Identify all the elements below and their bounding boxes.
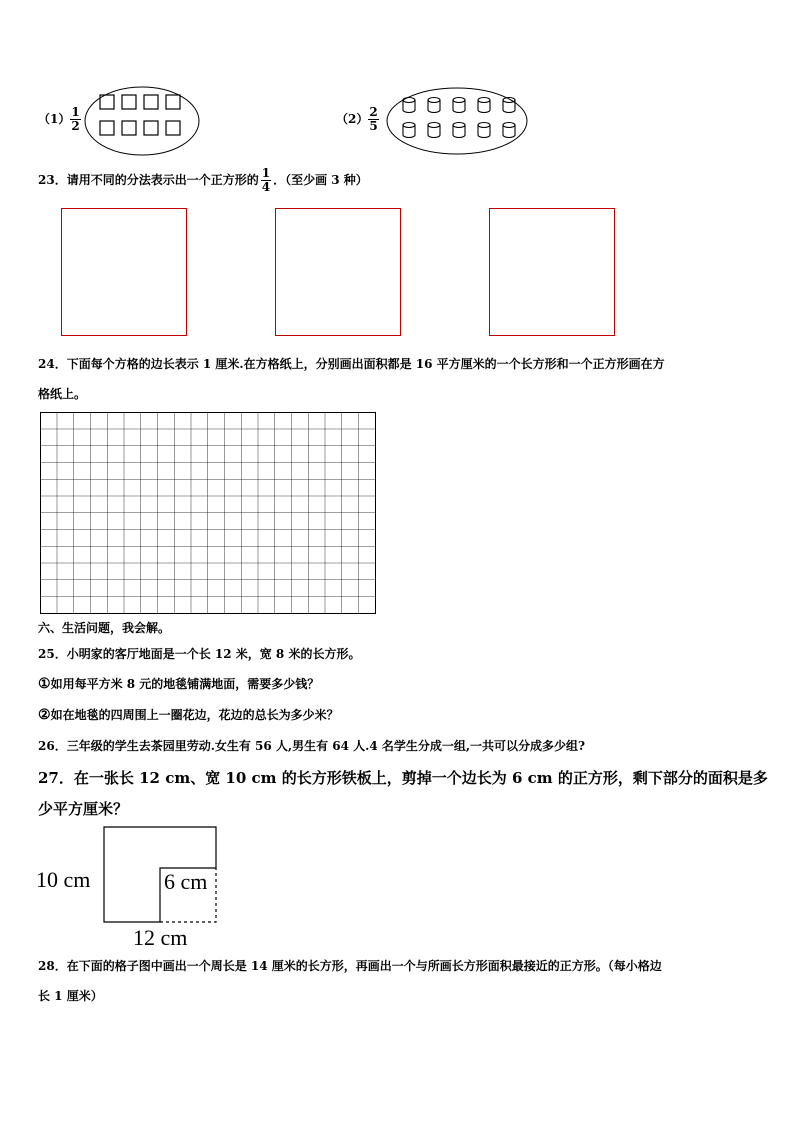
q23-text: 23．请用不同的分法表示出一个正方形的: [38, 173, 259, 187]
drawing-square-2[interactable]: [275, 208, 401, 336]
q28-line1: 28．在下面的格子图中画出一个周长是 14 厘米的长方形，再画出一个与所画长方形面积最接近的正方形。（每小格边: [38, 959, 662, 973]
circled-two-marker: ②: [38, 707, 51, 723]
label-height: 10 cm: [36, 867, 91, 892]
label-cut-side: 6 cm: [164, 869, 208, 894]
q22-part2-ellipse-figure: [385, 85, 531, 157]
square-icon: [166, 121, 180, 135]
q24-grid-paper[interactable]: [40, 412, 377, 614]
q27-line1: 27．在一张长 12 cm、宽 10 cm 的长方形铁板上，剪掉一个边长为 6 cm 的正方形，剩下部分的面积是多: [38, 769, 768, 787]
cylinder-icon: [453, 123, 465, 138]
q22-part2: [336, 106, 379, 133]
label-width: 12 cm: [133, 925, 188, 950]
q22-part1-ellipse-figure: [84, 84, 204, 158]
square-icon: [166, 95, 180, 109]
q25-stem: 25．小明家的客厅地面是一个长 12 米，宽 8 米的长方形。: [38, 647, 361, 661]
q27-line2: 少平方厘米？: [38, 800, 129, 818]
cylinder-icon: [503, 98, 515, 113]
cylinder-icon: [478, 98, 490, 113]
cylinders-group: [403, 98, 515, 138]
q23-fraction: $\frac{1}{4}$: [261, 166, 271, 194]
cylinder-icon: [453, 98, 465, 113]
grid-squares[interactable]: [41, 413, 376, 614]
q22-part1: [38, 106, 81, 133]
circled-one-marker: ①: [38, 676, 51, 692]
cylinder-icon: [503, 123, 515, 138]
drawing-square-1[interactable]: [61, 208, 187, 336]
q24-line1: 24．下面每个方格的边长表示 1 厘米.在方格纸上，分别画出面积都是 16 平方厘米的一个长方形和一个正方形画在方: [38, 357, 665, 371]
q23-question: [38, 167, 368, 194]
drawing-square-3[interactable]: [489, 208, 615, 336]
q26-question: 26．三年级的学生去茶园里劳动.女生有 56 人,男生有 64 人.4 名学生分成一组,一共可以分成多少组?: [38, 739, 586, 753]
cylinder-icon: [428, 123, 440, 138]
square-icon: [100, 121, 114, 135]
section-six-title: 六、生活问题，我会解。: [38, 621, 171, 635]
q28-line2: 长 1 厘米）: [38, 989, 103, 1003]
q25-sub2: ②如在地毯的四周围上一圈花边，花边的总长为多少米？: [38, 707, 339, 723]
q22-part2-fraction: $\frac{2}{5}$: [369, 105, 378, 133]
cylinder-icon: [478, 123, 490, 138]
q23-text-after: ．（至少画 3 种）: [273, 173, 368, 187]
squares-group: [100, 95, 180, 135]
cylinder-icon: [403, 123, 415, 138]
q22-part1-label: （1）: [38, 112, 71, 126]
q22-part2-label: （2）: [336, 112, 369, 126]
square-icon: [122, 95, 136, 109]
q25-sub1: ①如用每平方米 8 元的地毯铺满地面，需要多少钱？: [38, 676, 320, 692]
cylinder-icon: [428, 98, 440, 113]
q22-part1-fraction: $\frac{1}{2}$: [71, 105, 80, 133]
square-icon: [144, 95, 158, 109]
square-icon: [122, 121, 136, 135]
cylinder-icon: [403, 98, 415, 113]
q24-line2: 格纸上。: [38, 387, 87, 401]
square-icon: [144, 121, 158, 135]
